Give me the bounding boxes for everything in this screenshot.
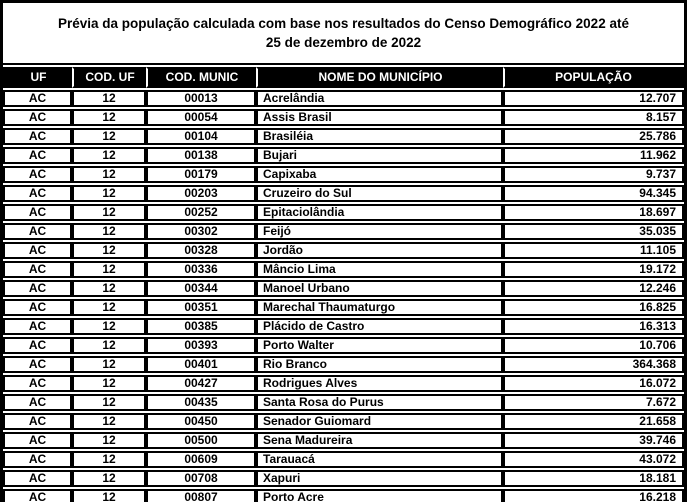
uf-cell: AC (3, 261, 72, 278)
column-header-cod-munic: COD. MUNIC (146, 67, 256, 88)
population-cell: 11.105 (503, 242, 684, 259)
uf-cell: AC (3, 432, 72, 449)
population-cell: 35.035 (503, 223, 684, 240)
municipality-name-cell: Sena Madureira (256, 432, 503, 449)
municipality-name-cell: Rio Branco (256, 356, 503, 373)
cod-uf-cell: 12 (72, 394, 146, 411)
cod-munic-cell: 00435 (146, 394, 256, 411)
table-row (3, 280, 684, 297)
cod-uf-cell: 12 (72, 299, 146, 316)
population-cell: 94.345 (503, 185, 684, 202)
cod-munic-cell: 00336 (146, 261, 256, 278)
cod-munic-cell: 00427 (146, 375, 256, 392)
municipality-name-cell: Capixaba (256, 166, 503, 183)
document-title (3, 3, 684, 65)
uf-cell: AC (3, 242, 72, 259)
municipality-name-cell: Manoel Urbano (256, 280, 503, 297)
municipality-name-cell: Porto Walter (256, 337, 503, 354)
cod-munic-cell: 00401 (146, 356, 256, 373)
cod-munic-cell: 00450 (146, 413, 256, 430)
table-row (3, 489, 684, 502)
municipality-name-cell: Plácido de Castro (256, 318, 503, 335)
table-row (3, 128, 684, 145)
municipality-name-cell: Assis Brasil (256, 109, 503, 126)
uf-cell: AC (3, 128, 72, 145)
uf-cell: AC (3, 280, 72, 297)
population-cell: 19.172 (503, 261, 684, 278)
cod-munic-cell: 00708 (146, 470, 256, 487)
column-header-cod-uf: COD. UF (72, 67, 146, 88)
cod-uf-cell: 12 (72, 185, 146, 202)
table-row (3, 432, 684, 449)
population-cell: 12.246 (503, 280, 684, 297)
municipality-name-cell: Xapuri (256, 470, 503, 487)
municipality-name-cell: Jordão (256, 242, 503, 259)
table-row (3, 109, 684, 126)
column-header-population: POPULAÇÃO (503, 67, 684, 88)
uf-cell: AC (3, 299, 72, 316)
municipality-name-cell: Mâncio Lima (256, 261, 503, 278)
population-cell: 11.962 (503, 147, 684, 164)
table-row (3, 337, 684, 354)
cod-munic-cell: 00104 (146, 128, 256, 145)
cod-munic-cell: 00328 (146, 242, 256, 259)
population-cell: 21.658 (503, 413, 684, 430)
population-cell: 9.737 (503, 166, 684, 183)
population-cell: 39.746 (503, 432, 684, 449)
municipality-name-cell: Cruzeiro do Sul (256, 185, 503, 202)
municipality-name-cell: Porto Acre (256, 489, 503, 502)
cod-munic-cell: 00807 (146, 489, 256, 502)
uf-cell: AC (3, 204, 72, 221)
cod-munic-cell: 00179 (146, 166, 256, 183)
cod-munic-cell: 00393 (146, 337, 256, 354)
document-title-line2: 25 de dezembro de 2022 (265, 35, 422, 50)
column-header-municipality: NOME DO MUNICÍPIO (256, 67, 503, 88)
uf-cell: AC (3, 451, 72, 468)
uf-cell: AC (3, 489, 72, 502)
municipality-name-cell: Epitaciolândia (256, 204, 503, 221)
municipality-name-cell: Santa Rosa do Purus (256, 394, 503, 411)
municipality-name-cell: Rodrigues Alves (256, 375, 503, 392)
table-header-row (3, 67, 684, 88)
uf-cell: AC (3, 90, 72, 107)
uf-cell: AC (3, 109, 72, 126)
cod-uf-cell: 12 (72, 356, 146, 373)
municipality-name-cell: Brasiléia (256, 128, 503, 145)
population-cell: 8.157 (503, 109, 684, 126)
cod-uf-cell: 12 (72, 470, 146, 487)
population-cell: 16.218 (503, 489, 684, 502)
cod-munic-cell: 00351 (146, 299, 256, 316)
municipality-name-cell: Acrelândia (256, 90, 503, 107)
cod-munic-cell: 00344 (146, 280, 256, 297)
cod-uf-cell: 12 (72, 489, 146, 502)
table-row (3, 223, 684, 240)
uf-cell: AC (3, 413, 72, 430)
column-header-uf: UF (3, 67, 72, 88)
cod-uf-cell: 12 (72, 318, 146, 335)
document-title-line1: Prévia da população calculada com base nos resultados do Censo Demográfico 2022 até (58, 16, 629, 31)
uf-cell: AC (3, 166, 72, 183)
cod-uf-cell: 12 (72, 451, 146, 468)
cod-uf-cell: 12 (72, 261, 146, 278)
population-cell: 12.707 (503, 90, 684, 107)
cod-munic-cell: 00013 (146, 90, 256, 107)
uf-cell: AC (3, 394, 72, 411)
population-cell: 16.313 (503, 318, 684, 335)
table-row (3, 204, 684, 221)
table-row (3, 185, 684, 202)
population-cell: 16.072 (503, 375, 684, 392)
cod-munic-cell: 00385 (146, 318, 256, 335)
cod-munic-cell: 00302 (146, 223, 256, 240)
population-cell: 10.706 (503, 337, 684, 354)
cod-munic-cell: 00252 (146, 204, 256, 221)
uf-cell: AC (3, 147, 72, 164)
cod-munic-cell: 00054 (146, 109, 256, 126)
table-row (3, 375, 684, 392)
table-row (3, 147, 684, 164)
population-cell: 364.368 (503, 356, 684, 373)
table-body (3, 90, 684, 502)
cod-uf-cell: 12 (72, 337, 146, 354)
cod-munic-cell: 00609 (146, 451, 256, 468)
cod-uf-cell: 12 (72, 204, 146, 221)
table-header (3, 67, 684, 88)
municipality-name-cell: Bujari (256, 147, 503, 164)
table-row (3, 470, 684, 487)
cod-uf-cell: 12 (72, 432, 146, 449)
uf-cell: AC (3, 185, 72, 202)
population-cell: 16.825 (503, 299, 684, 316)
cod-uf-cell: 12 (72, 280, 146, 297)
municipality-name-cell: Senador Guiomard (256, 413, 503, 430)
population-cell: 18.697 (503, 204, 684, 221)
table-row (3, 356, 684, 373)
municipality-name-cell: Marechal Thaumaturgo (256, 299, 503, 316)
table-row (3, 261, 684, 278)
cod-uf-cell: 12 (72, 242, 146, 259)
uf-cell: AC (3, 337, 72, 354)
cod-munic-cell: 00203 (146, 185, 256, 202)
cod-uf-cell: 12 (72, 413, 146, 430)
population-cell: 25.786 (503, 128, 684, 145)
cod-uf-cell: 12 (72, 128, 146, 145)
table-row (3, 394, 684, 411)
table-row (3, 318, 684, 335)
cod-munic-cell: 00500 (146, 432, 256, 449)
uf-cell: AC (3, 375, 72, 392)
cod-uf-cell: 12 (72, 166, 146, 183)
municipality-name-cell: Tarauacá (256, 451, 503, 468)
population-cell: 43.072 (503, 451, 684, 468)
uf-cell: AC (3, 223, 72, 240)
municipality-name-cell: Feijó (256, 223, 503, 240)
uf-cell: AC (3, 318, 72, 335)
cod-uf-cell: 12 (72, 109, 146, 126)
cod-uf-cell: 12 (72, 90, 146, 107)
table-row (3, 413, 684, 430)
table-row (3, 90, 684, 107)
cod-uf-cell: 12 (72, 223, 146, 240)
cod-munic-cell: 00138 (146, 147, 256, 164)
population-cell: 7.672 (503, 394, 684, 411)
population-cell: 18.181 (503, 470, 684, 487)
table-row (3, 242, 684, 259)
table-row (3, 299, 684, 316)
uf-cell: AC (3, 356, 72, 373)
table-row (3, 451, 684, 468)
uf-cell: AC (3, 470, 72, 487)
table-row (3, 166, 684, 183)
cod-uf-cell: 12 (72, 375, 146, 392)
population-table (3, 65, 684, 502)
cod-uf-cell: 12 (72, 147, 146, 164)
